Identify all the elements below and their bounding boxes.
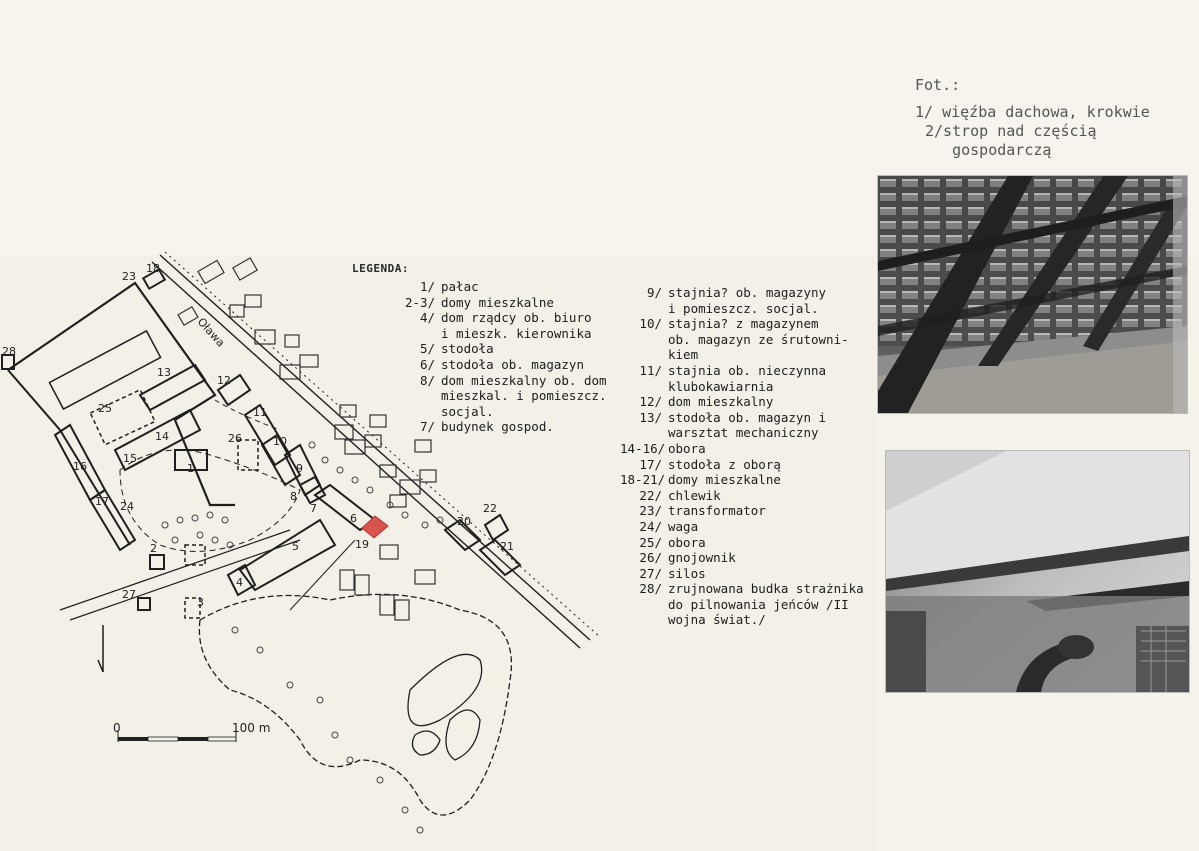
label-27: 27	[122, 588, 136, 601]
legend-entry-number	[620, 597, 662, 613]
photo-caption-line-2: 2/strop nad częścią	[925, 122, 1097, 140]
legend-entry-number: 2-3/	[405, 294, 436, 310]
legend-entry-number: 18-21/	[620, 472, 666, 488]
photo-caption-title: Fot.:	[915, 76, 961, 94]
label-26: 26	[228, 432, 242, 445]
photo-ceiling	[885, 450, 1190, 693]
legend-entry-text: i mieszk. kierownika	[441, 325, 592, 341]
legend-entry	[405, 404, 607, 420]
legend-entry	[620, 581, 864, 597]
legend-column-2	[620, 285, 864, 628]
legend-entry-text: chlewik	[668, 487, 721, 503]
legend-entry-number: 9/	[646, 285, 662, 300]
legend-entry-text: dom rządcy ob. biuro	[441, 310, 592, 326]
legend-entry-number: 22/	[639, 487, 662, 503]
label-2: 2	[150, 542, 157, 555]
legend-entry-number: 6/	[419, 356, 435, 372]
legend-entry-text: kiem	[668, 347, 699, 363]
legend-entry-number	[405, 388, 435, 404]
legend-entry	[620, 379, 864, 395]
photo-roof-truss	[877, 175, 1188, 414]
legend-entry-text: socjal.	[441, 403, 494, 419]
legend-entry-number: 10/	[639, 316, 662, 332]
building-24	[185, 545, 205, 565]
legend-entry-text: wojna świat./	[668, 612, 766, 628]
legend-entry-text: obora	[668, 534, 706, 550]
legend-entry-text: stodoła ob. magazyn	[441, 356, 584, 372]
legend-entry-text: gnojownik	[668, 550, 736, 566]
photo-caption-line-3: gospodarczą	[925, 141, 1052, 159]
building-25	[90, 390, 155, 445]
scale-start-label: 0	[113, 721, 121, 735]
legend-entry-number: 14-16/	[620, 440, 666, 456]
legend-entry-number	[405, 326, 435, 342]
legend-entry-text: warsztat mechaniczny	[668, 425, 819, 441]
label-20: 20	[457, 515, 471, 528]
legend-entry	[620, 535, 864, 551]
legend-entry	[620, 316, 864, 332]
label-28: 28	[2, 345, 16, 358]
legend-entry-text: silos	[668, 565, 706, 581]
label-22: 22	[483, 502, 497, 515]
label-19: 19	[355, 538, 369, 551]
label-6: 6	[350, 512, 357, 525]
legend-entry	[620, 332, 864, 348]
building-27	[138, 598, 150, 610]
legend-entry	[620, 472, 864, 488]
legend-entry-number: 26/	[639, 550, 662, 566]
legend-entry-number: 4/	[419, 310, 435, 326]
legend-entry-number	[405, 404, 435, 420]
legend-entry-text: zrujnowana budka strażnika	[668, 581, 864, 597]
label-16: 16	[73, 460, 87, 473]
legend-entry-number: 28/	[639, 581, 662, 597]
building-22	[485, 515, 508, 540]
legend-entry-text: budynek gospod.	[441, 419, 554, 435]
legend-entry	[620, 394, 864, 410]
legend-entry-text: stodoła	[441, 341, 494, 357]
legend-entry	[405, 419, 607, 435]
legend-entry	[620, 612, 864, 628]
legend-entry-text: transformator	[668, 503, 766, 519]
label-23: 23	[122, 270, 136, 283]
label-1: 1	[187, 462, 194, 475]
label-14: 14	[155, 430, 169, 443]
legend-entry-text: mieszkal. i pomieszcz.	[441, 388, 607, 404]
legend-entry-number: 8/	[419, 372, 435, 388]
legend-entry	[405, 326, 607, 342]
legend-entry-text: klubokawiarnia	[668, 378, 774, 394]
legend-entry-number	[620, 301, 662, 317]
legend-entry	[405, 341, 607, 357]
legend-entry-number	[620, 612, 662, 628]
legend-entry-number: 5/	[419, 341, 435, 357]
legend-entry-text: dom mieszkalny	[668, 394, 774, 410]
legend-entry	[620, 425, 864, 441]
estate-boundary	[8, 283, 235, 505]
legend-title: LEGENDA:	[352, 262, 409, 275]
legend-entry	[620, 519, 864, 535]
legend-entry-text: waga	[668, 518, 699, 534]
legend-entry-text: stodoła ob. magazyn i	[668, 409, 827, 425]
legend-entry-text: obora	[668, 440, 706, 456]
legend-entry	[620, 285, 864, 301]
legend-entry	[620, 363, 864, 379]
legend-entry	[405, 295, 607, 311]
label-24: 24	[120, 500, 134, 513]
legend-entry	[405, 310, 607, 326]
building-7-highlight	[362, 516, 388, 538]
label-10: 10	[273, 435, 287, 448]
label-4: 4	[236, 576, 243, 589]
legend-entry-number: 1/	[419, 279, 435, 294]
building-2	[150, 555, 164, 569]
legend-entry-number: 13/	[639, 409, 662, 425]
legend-entry-number: 11/	[639, 362, 662, 378]
river-label: Oława	[194, 315, 228, 350]
legend-entry-number: 17/	[639, 456, 662, 472]
legend-entry-text: dom mieszkalny ob. dom	[441, 372, 607, 388]
legend-entry	[620, 441, 864, 457]
legend-entry-text: stajnia ob. nieczynna	[668, 362, 827, 378]
label-11: 11	[253, 406, 267, 419]
north-arrow	[98, 625, 103, 672]
label-12: 12	[217, 374, 231, 387]
label-13: 13	[157, 366, 171, 379]
legend-entry-text: stajnia? z magazynem	[668, 316, 819, 332]
photo-caption	[915, 76, 1150, 160]
legend-entry	[620, 503, 864, 519]
legend-entry-number: 23/	[639, 503, 662, 519]
legend-entry-number: 25/	[639, 534, 662, 550]
label-18: 18	[146, 262, 160, 275]
legend-entry-text: stodoła z oborą	[668, 456, 781, 472]
legend-entry-number: 24/	[639, 518, 662, 534]
legend-entry	[620, 550, 864, 566]
photo-caption-line-1: 1/ więźba dachowa, krokwie	[915, 103, 1150, 121]
legend-entry	[620, 566, 864, 582]
legend-entry-number	[620, 379, 662, 395]
label-7: 7	[310, 502, 317, 515]
legend-entry-text: ob. magazyn ze śrutowni-	[668, 331, 849, 347]
label-5: 5	[292, 540, 299, 553]
legend-entry-number	[620, 347, 662, 363]
legend-entry-number	[620, 425, 662, 441]
building-13	[140, 365, 205, 410]
scale-bar	[118, 730, 236, 742]
legend-entry-number: 27/	[639, 565, 662, 581]
legend-entry	[620, 597, 864, 613]
label-9: 9	[296, 462, 303, 475]
label-3: 3	[197, 596, 204, 609]
label-8: 8	[290, 490, 297, 503]
legend-entry	[620, 410, 864, 426]
legend-entry-text: i pomieszcz. socjal.	[668, 300, 819, 316]
scale-end-label: 100 m	[232, 721, 271, 735]
park-outline	[199, 594, 511, 815]
legend-column-1	[405, 279, 607, 435]
legend-entry	[405, 357, 607, 373]
legend-entry	[620, 347, 864, 363]
legend-entry	[620, 301, 864, 317]
legend-entry-text: pałac	[441, 279, 479, 294]
label-17: 17	[95, 495, 109, 508]
label-21: 21	[500, 540, 514, 553]
legend-entry	[405, 279, 607, 295]
legend-entry	[620, 488, 864, 504]
legend-entry-text: domy mieszkalne	[441, 294, 554, 310]
legend-entry-number: 7/	[419, 419, 435, 435]
legend-entry-number: 12/	[639, 394, 662, 410]
legend-entry	[620, 457, 864, 473]
legend-entry-number	[620, 332, 662, 348]
label-15: 15	[123, 452, 137, 465]
legend-entry-text: do pilnowania jeńców /II	[668, 596, 849, 612]
legend-entry	[405, 373, 607, 389]
label-25: 25	[98, 402, 112, 415]
legend-entry-text: stajnia? ob. magazyny	[668, 285, 827, 300]
legend-entry-text: domy mieszkalne	[668, 472, 781, 488]
legend-entry	[405, 388, 607, 404]
